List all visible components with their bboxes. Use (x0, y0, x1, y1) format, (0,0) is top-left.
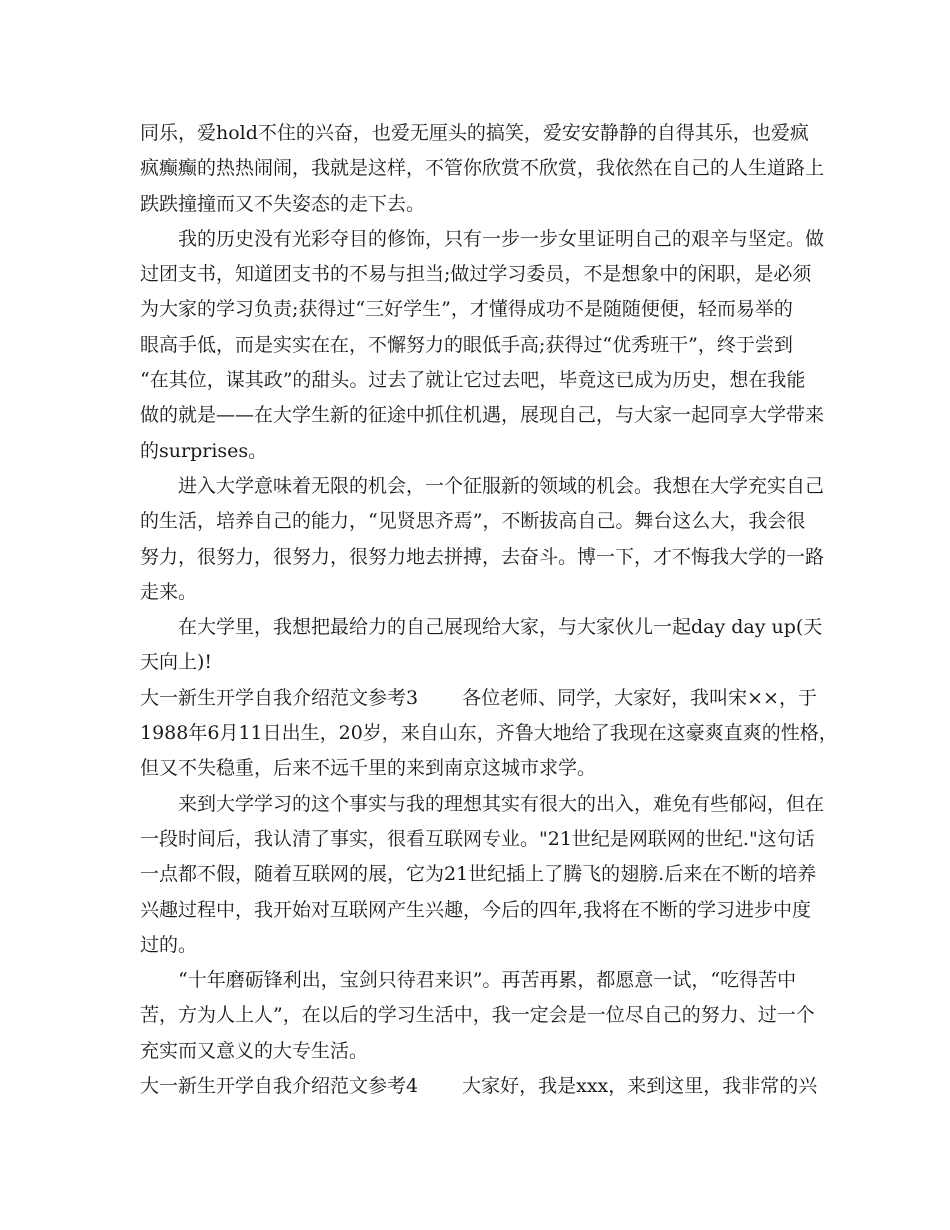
text-line: 疯癫癫的热热闹闹，我就是这样，不管你欣赏不欣赏，我依然在自己的人生道路上 (140, 157, 825, 180)
text-line: 的surprises。 (140, 439, 268, 462)
text-line: 一点都不假，随着互联网的展，它为21世纪插上了腾飞的翅膀.后来在不断的培养 (140, 863, 817, 886)
text-line: 走来。 (140, 580, 198, 603)
text-line: 的生活，培养自己的能力，“见贤思齐焉”，不断拔高自己。舞台这么大，我会很 (140, 510, 806, 533)
text-line: “十年磨砺锋利出，宝剑只待君来识”。再苦再累，都愿意一试，“吃得苦中 (140, 969, 797, 992)
text-line: 同乐，爱hold不住的兴奋，也爱无厘头的搞笑，爱安安静静的自得其乐，也爱疯 (140, 122, 809, 144)
text-line: 跌跌撞撞而又不失姿态的走下去。 (140, 192, 426, 215)
section-heading-line: 大一新生开学自我介绍范文参考3 各位老师、同学，大家好，我叫宋××，于 (140, 686, 817, 709)
text-line: 努力，很努力，很努力，很努力地去拼搏，去奋斗。博一下，才不悔我大学的一路 (140, 545, 825, 568)
text-line: 过的。 (140, 933, 198, 956)
text-line: 进入大学意味着无限的机会，一个征服新的领域的机会。我想在大学充实自己 (140, 474, 825, 497)
text-line: 在大学里，我想把最给力的自己展现给大家，与大家伙儿一起day day up(天 (140, 616, 823, 639)
text-line: 过团支书，知道团支书的不易与担当;做过学习委员，不是想象中的闲职，是必须 (140, 263, 812, 286)
text-line: 充实而又意义的大专生活。 (140, 1039, 369, 1062)
document-body (140, 116, 838, 1104)
text-line: 做的就是——在大学生新的征途中抓住机遇，展现自己，与大家一起同享大学带来 (140, 404, 825, 427)
section-heading-line: 大一新生开学自我介绍范文参考4 大家好，我是xxx，来到这里，我非常的兴 (140, 1075, 818, 1098)
text-line: 但又不失稳重，后来不远千里的来到南京这城市求学。 (140, 757, 597, 780)
text-line: 眼高手低，而是实实在在，不懈努力的眼低手高;获得过“优秀班干”，终于尝到 (140, 333, 793, 356)
text-line: 苦，方为人上人”，在以后的学习生活中，我一定会是一位尽自己的努力、过一个 (140, 1004, 815, 1027)
text-line: 一段时间后，我认清了事实，很看互联网专业。"21世纪是网联网的世纪."这句话 (140, 827, 815, 850)
text-line: 兴趣过程中，我开始对互联网产生兴趣，今后的四年,我将在不断的学习进步中度 (140, 898, 812, 921)
text-line: 为大家的学习负责;获得过“三好学生”，才懂得成功不是随随便便，轻而易举的 (140, 298, 793, 321)
text-line: 1988年6月11日出生，20岁，来自山东，齐鲁大地给了我现在这豪爽直爽的性格， (140, 722, 838, 745)
text-line: 我的历史没有光彩夺目的修饰，只有一步一步女里证明自己的艰辛与坚定。做 (140, 227, 825, 250)
text-line: “在其位，谋其政”的甜头。过去了就让它过去吧，毕竟这已成为历史，想在我能 (140, 369, 806, 392)
text-line: 来到大学学习的这个事实与我的理想其实有很大的出入，难免有些郁闷，但在 (140, 792, 825, 815)
text-line: 天向上)! (140, 651, 213, 674)
